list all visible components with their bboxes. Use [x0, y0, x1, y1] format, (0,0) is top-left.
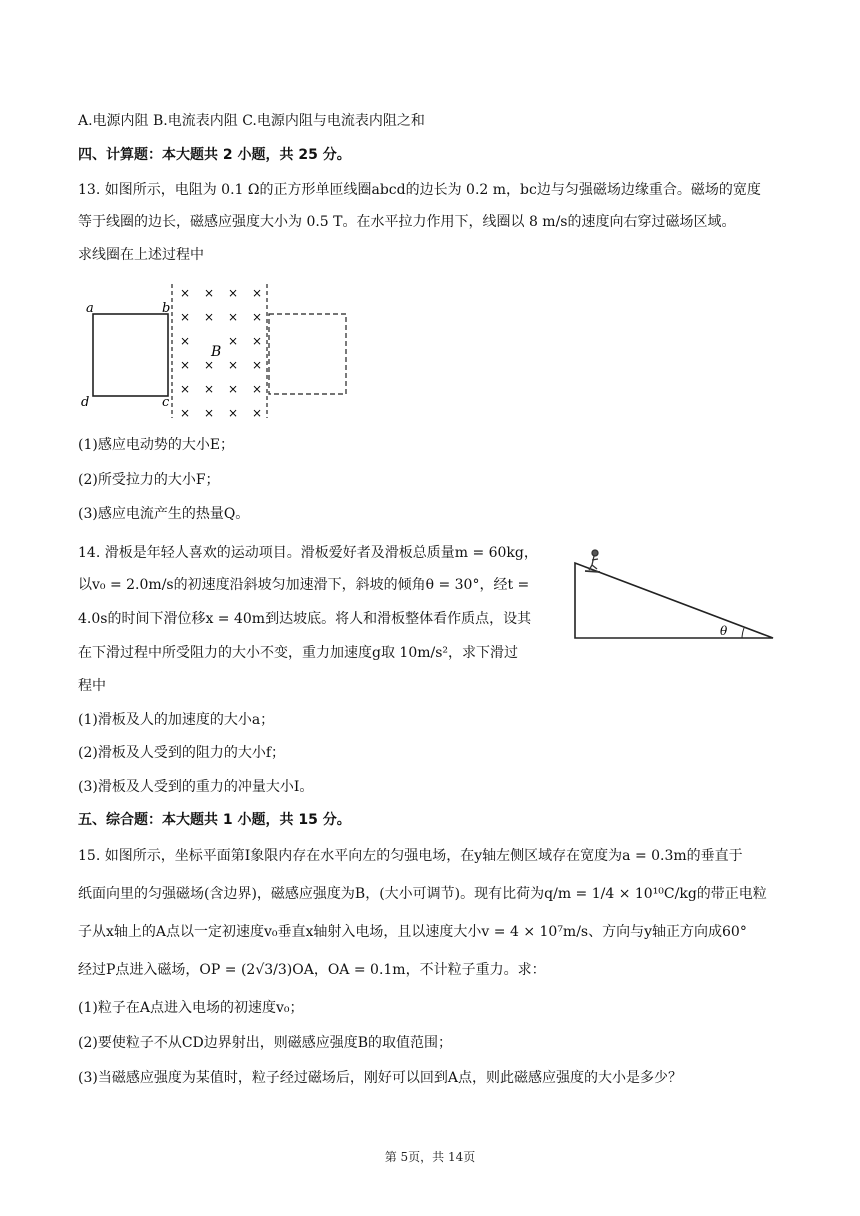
field-cross-mark: ×: [252, 382, 263, 396]
label-B: B: [211, 344, 222, 360]
field-cross-mark: ×: [204, 310, 215, 324]
q13-sub-1: (1)感应电动势的大小E；: [78, 437, 235, 453]
label-a: a: [86, 301, 94, 316]
field-cross-mark: ×: [180, 406, 191, 420]
field-cross-mark: ×: [252, 286, 263, 300]
q13-text-line-1: 13. 如图所示，电阻为 0.1 Ω的正方形单匝线圈abcd的边长为 0.2 m，bc边与匀强磁场边缘重合。磁场的宽度: [78, 182, 761, 198]
q13-sub-3: (3)感应电流产生的热量Q。: [78, 506, 250, 522]
field-cross-mark: ×: [228, 286, 239, 300]
skater-icon: [585, 550, 600, 572]
q14-sub-1: (1)滑板及人的加速度的大小a；: [78, 712, 275, 728]
q14-text-line-4: 在下滑过程中所受阻力的大小不变，重力加速度g取 10m/s²，求下滑过: [78, 645, 519, 661]
field-cross-mark: ×: [252, 334, 263, 348]
field-cross-mark: ×: [228, 310, 239, 324]
q15-text-line-1: 15. 如图所示，坐标平面第I象限内存在水平向左的匀强电场，在y轴左侧区域存在宽度为a = 0.3m的垂直于: [78, 848, 743, 864]
field-cross-mark: ×: [228, 358, 239, 372]
q14-text-line-5: 程中: [78, 678, 106, 694]
coil-square: [93, 314, 168, 396]
field-cross-mark: ×: [252, 310, 263, 324]
field-cross-mark: ×: [252, 406, 263, 420]
field-cross-mark: ×: [180, 334, 191, 348]
q15-sub-1: (1)粒子在A点进入电场的初速度v₀；: [78, 1000, 304, 1016]
q15-sub-2: (2)要使粒子不从CD边界射出，则磁感应强度B的取值范围；: [78, 1035, 453, 1051]
field-cross-mark: ×: [204, 382, 215, 396]
section-4-heading: 四、计算题：本大题共 2 小题，共 25 分。: [78, 147, 351, 163]
q12-options: A.电源内阻 B.电流表内阻 C.电源内阻与电流表内阻之和: [78, 113, 425, 129]
q14-text-line-1: 14. 滑板是年轻人喜欢的运动项目。滑板爱好者及滑板总质量m = 60kg，: [78, 545, 538, 561]
field-cross-mark: ×: [228, 382, 239, 396]
field-cross-mark: ×: [204, 286, 215, 300]
q15-sub-3: (3)当磁感应强度为某值时，粒子经过磁场后，刚好可以回到A点，则此磁感应强度的大小是多少？: [78, 1070, 682, 1086]
slope-figure: [570, 545, 780, 645]
q14-sub-2: (2)滑板及人受到的阻力的大小f；: [78, 745, 286, 761]
angle-theta: θ: [720, 624, 728, 638]
label-d: d: [81, 395, 90, 410]
field-cross-mark: ×: [252, 358, 263, 372]
q14-text-line-2: 以v₀ = 2.0m/s的初速度沿斜坡匀加速滑下，斜坡的倾角θ = 30°，经t =: [78, 577, 530, 593]
field-cross-mark: ×: [180, 310, 191, 324]
q13-sub-2: (2)所受拉力的大小F；: [78, 472, 220, 488]
q14-sub-3: (3)滑板及人受到的重力的冲量大小I。: [78, 779, 314, 795]
label-c: c: [162, 395, 170, 410]
label-b: b: [162, 301, 171, 316]
section-5-heading: 五、综合题：本大题共 1 小题，共 15 分。: [78, 812, 351, 828]
q14-text-line-3: 4.0s的时间下滑位移x = 40m到达坡底。将人和滑板整体看作质点，设其: [78, 611, 532, 627]
angle-arc: [742, 628, 744, 638]
field-cross-mark: ×: [204, 406, 215, 420]
coil-field-figure: [76, 280, 356, 420]
field-cross-mark: ×: [228, 334, 239, 348]
field-cross-mark: ×: [204, 358, 215, 372]
field-cross-mark: ×: [180, 358, 191, 372]
q15-text-line-3: 子从x轴上的A点以一定初速度v₀垂直x轴射入电场，且以速度大小v = 4 × 10⁷m/s、方向与y轴正方向成60°: [78, 924, 747, 940]
coil-final-position: [269, 314, 346, 394]
page-footer: 第 5页，共 14页: [384, 1150, 476, 1164]
field-cross-mark: ×: [180, 382, 191, 396]
q13-text-line-2: 等于线圈的边长，磁感应强度大小为 0.5 T。在水平拉力作用下，线圈以 8 m/s的速度向右穿过磁场区域。: [78, 214, 736, 230]
field-cross-mark: ×: [180, 286, 191, 300]
slope-triangle: [575, 563, 773, 638]
field-cross-mark: ×: [228, 406, 239, 420]
q13-text-line-3: 求线圈在上述过程中: [78, 247, 204, 263]
q15-text-line-2: 纸面向里的匀强磁场(含边界)，磁感应强度为B，(大小可调节)。现有比荷为q/m = 1/4 × 10¹⁰C/kg的带正电粒: [78, 886, 767, 902]
q15-text-line-4: 经过P点进入磁场，OP = (2√3/3)OA，OA = 0.1m，不计粒子重力。求：: [78, 962, 546, 978]
